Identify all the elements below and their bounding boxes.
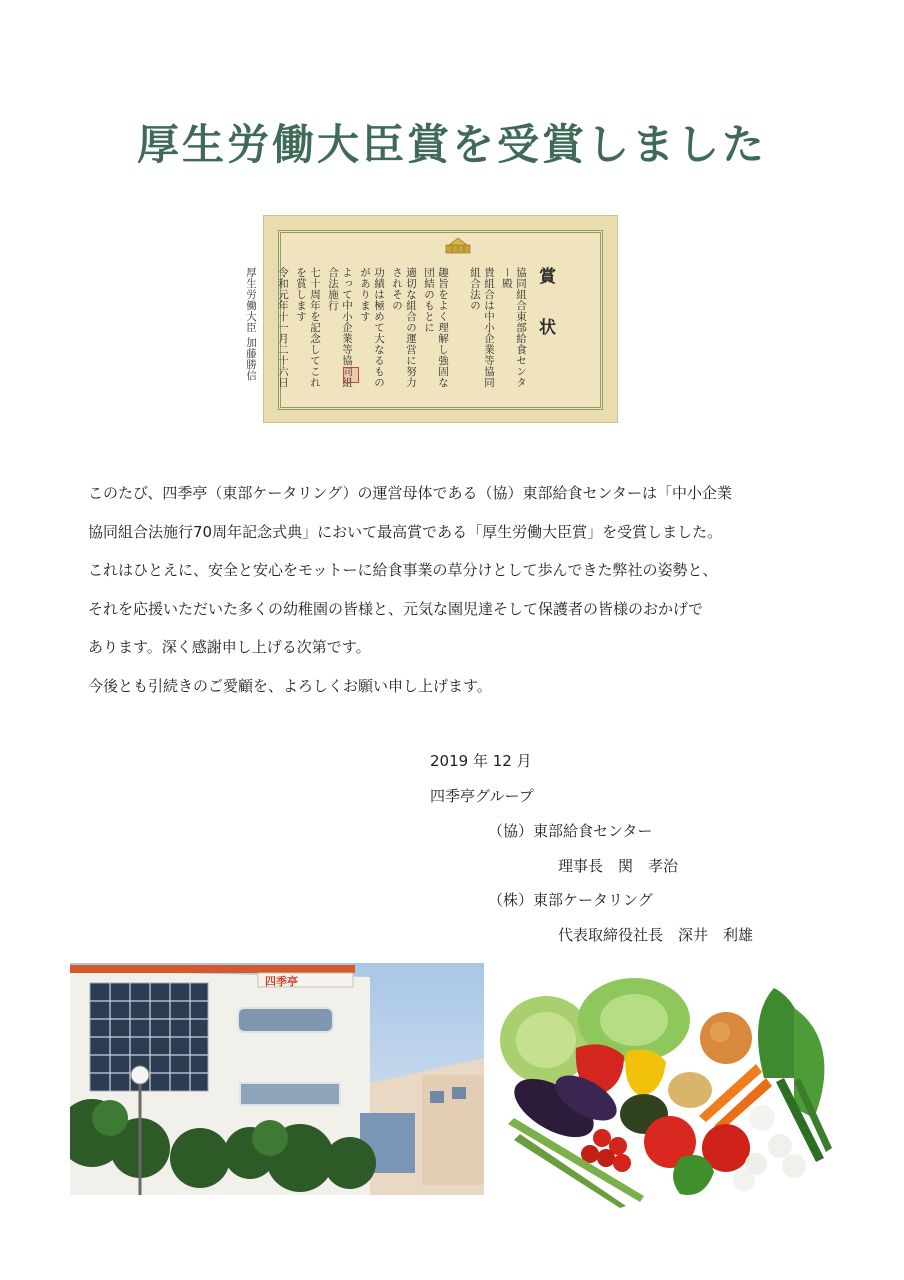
certificate-line: 趣旨をよく理解し強固な団結のもとに <box>423 267 449 388</box>
signature-date: 2019 年 12 月 <box>430 752 532 770</box>
certificate-line: 適切な組合の運営に努力されその <box>391 267 417 388</box>
certificate-date: 令和元年十一月二十六日 <box>277 267 289 388</box>
signature-person-2: 代表取締役社長 深井 利雄 <box>558 926 754 944</box>
certificate-heading: 賞 状 <box>535 267 555 349</box>
building-sign: 四季亭 <box>265 975 298 988</box>
paragraph-line: このたび、四季亭（東部ケータリング）の運営母体である（協）東部給食センターは「中小企業 <box>88 484 732 502</box>
vegetables-photo <box>494 968 838 1208</box>
certificate-border <box>245 230 603 410</box>
certificate-line: 協同組合東部給食センター殿 <box>501 267 527 388</box>
page-title: 厚生労働大臣賞を受賞しました <box>136 120 767 169</box>
building-photo <box>70 963 484 1195</box>
signature-org-1: （協）東部給食センター <box>488 822 653 840</box>
paragraph-line: それを応援いただいた多くの幼稚園の皆様と、元気な園児達そして保護者の皆様のおかげで <box>88 599 704 618</box>
seal-stamp <box>343 367 359 383</box>
certificate-image <box>245 215 618 423</box>
certificate-line: 七十周年を記念してこれを賞します <box>295 267 321 388</box>
announcement-text <box>88 474 828 705</box>
certificate-line: 貴組合は中小企業等協同組合法の <box>469 267 495 388</box>
certificate-line: よって中小企業等協同組合法施行 <box>327 267 353 388</box>
paragraph-line: 協同組合法施行70周年記念式典」において最高賞である「厚生労働大臣賞」を受賞しました。 <box>88 522 723 541</box>
paragraph-line: これはひとえに、安全と安心をモットーに給食事業の草分けとして歩んできた弊社の姿勢と、 <box>88 561 718 579</box>
signature-group: 四季亭グループ <box>430 787 534 805</box>
certificate-line: 功績は極めて大なるものがあります <box>359 267 385 388</box>
paragraph-line: 今後とも引続きのご愛顧を、よろしくお願い申し上げます。 <box>88 676 492 695</box>
signature-person-1: 理事長 関 孝治 <box>558 857 679 875</box>
paragraph-line: あります。深く感謝申し上げる次第です。 <box>88 638 371 656</box>
signature-org-2: （株）東部ケータリング <box>488 891 653 909</box>
certificate-text <box>230 267 560 393</box>
emblem-icon <box>445 237 471 255</box>
certificate-signer: 厚生労働大臣 加藤勝信 <box>245 267 257 381</box>
